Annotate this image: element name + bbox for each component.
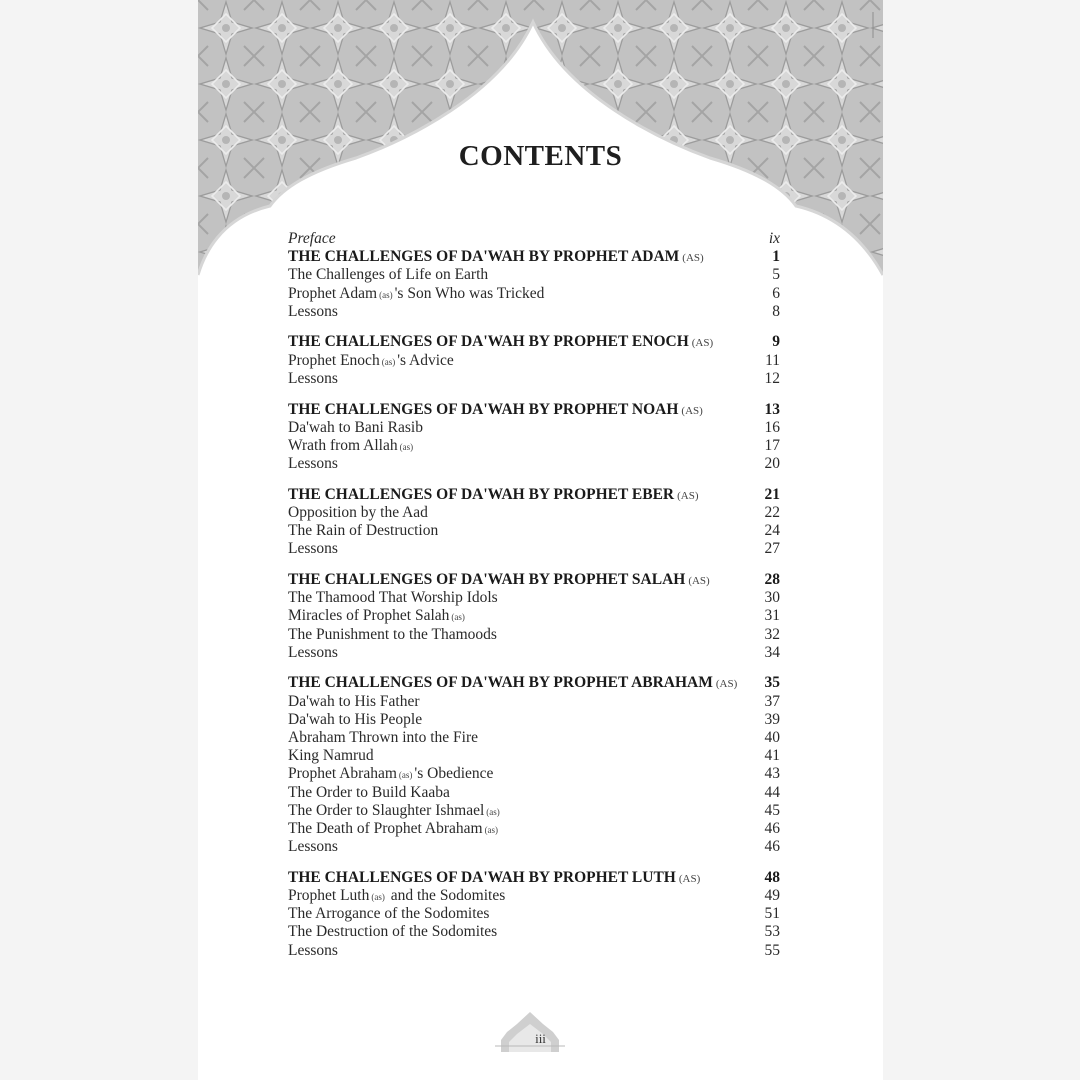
toc-entry-text: Lessons bbox=[288, 838, 338, 856]
toc-entry-text: THE CHALLENGES OF DA'WAH BY PROPHET NOAH bbox=[288, 400, 679, 418]
toc-entry-text: THE CHALLENGES OF DA'WAH BY PROPHET ADAM bbox=[288, 248, 680, 266]
toc-entry-text: King Namrud bbox=[288, 747, 374, 765]
book-page bbox=[198, 0, 883, 1080]
toc-entry-title bbox=[288, 820, 500, 839]
toc-page-number: 30 bbox=[764, 589, 780, 607]
toc-entry[interactable] bbox=[288, 370, 780, 388]
section-spacer bbox=[288, 559, 780, 572]
toc-entry[interactable] bbox=[288, 437, 780, 455]
honorific-calligraphy-mark: (AS) bbox=[715, 678, 738, 691]
toc-entry-title bbox=[288, 607, 467, 626]
toc-page-number: 9 bbox=[772, 333, 780, 351]
toc-chapter-heading[interactable] bbox=[288, 333, 780, 351]
toc-chapter-heading[interactable] bbox=[288, 571, 780, 589]
toc-page-number: 27 bbox=[764, 540, 780, 558]
toc-entry-title bbox=[288, 437, 415, 456]
toc-entry[interactable] bbox=[288, 285, 780, 303]
toc-page-number: 32 bbox=[764, 625, 780, 643]
toc-entry-title bbox=[288, 711, 422, 729]
toc-entry-title bbox=[288, 905, 489, 923]
section-spacer bbox=[288, 388, 780, 401]
toc-chapter-heading[interactable] bbox=[288, 486, 780, 504]
toc-chapter-heading[interactable] bbox=[288, 248, 780, 266]
toc-entry-title bbox=[288, 370, 338, 388]
toc-entry[interactable] bbox=[288, 784, 780, 802]
toc-entry-title bbox=[288, 644, 338, 662]
toc-page-number: 13 bbox=[764, 400, 780, 418]
honorific-calligraphy-mark: (AS) bbox=[688, 575, 710, 587]
table-of-contents bbox=[288, 230, 780, 960]
toc-entry[interactable] bbox=[288, 589, 780, 607]
toc-page-number: 8 bbox=[772, 302, 780, 320]
toc-entry-text: The Challenges of Life on Earth bbox=[288, 266, 489, 284]
toc-entry-text: Lessons bbox=[288, 455, 338, 473]
toc-entry-title-part: 's Obedience bbox=[414, 765, 494, 783]
honorific-calligraphy-mark: (as) bbox=[379, 289, 393, 300]
toc-entry-text: Opposition by the Aad bbox=[288, 503, 428, 521]
section-spacer bbox=[288, 662, 780, 675]
toc-entry-title-part: 's Son Who was Tricked bbox=[394, 284, 545, 302]
honorific-calligraphy-mark: (as) bbox=[371, 892, 385, 902]
toc-entry[interactable] bbox=[288, 504, 780, 522]
toc-entry-title-part: Prophet Luth bbox=[288, 887, 370, 904]
toc-entry-title bbox=[288, 486, 699, 505]
toc-entry-title bbox=[288, 693, 420, 711]
toc-page-number: 5 bbox=[772, 266, 780, 284]
toc-entry[interactable] bbox=[288, 820, 780, 838]
toc-page-number: ix bbox=[768, 230, 780, 247]
toc-entry-title bbox=[288, 942, 338, 960]
toc-entry-text: The Arrogance of the Sodomites bbox=[288, 905, 490, 923]
toc-entry[interactable] bbox=[288, 644, 780, 662]
honorific-calligraphy-mark: (as) bbox=[484, 824, 499, 835]
toc-entry-text: THE CHALLENGES OF DA'WAH BY PROPHET ABRAHAM bbox=[288, 674, 713, 692]
toc-entry[interactable] bbox=[288, 887, 780, 905]
toc-page-number: 31 bbox=[764, 607, 780, 625]
toc-entry-title bbox=[288, 869, 700, 888]
toc-entry-title bbox=[288, 352, 454, 371]
toc-entry-title bbox=[288, 747, 374, 765]
honorific-calligraphy-mark: (AS) bbox=[681, 404, 703, 417]
toc-page-number: 40 bbox=[764, 729, 780, 746]
toc-entry-title bbox=[288, 589, 498, 607]
toc-entry-text: THE CHALLENGES OF DA'WAH BY PROPHET EBER bbox=[288, 485, 675, 503]
toc-entry-title bbox=[288, 303, 338, 321]
toc-entry[interactable] bbox=[288, 303, 780, 321]
toc-page-number: 55 bbox=[764, 941, 780, 959]
toc-page-number: 34 bbox=[764, 643, 780, 661]
toc-chapter-heading[interactable] bbox=[288, 674, 780, 692]
toc-entry[interactable] bbox=[288, 626, 780, 644]
toc-entry[interactable] bbox=[288, 266, 780, 284]
toc-page-number: 45 bbox=[764, 801, 780, 819]
toc-entry[interactable] bbox=[288, 923, 780, 941]
toc-entry-title bbox=[288, 230, 336, 248]
toc-page-number: 49 bbox=[764, 887, 780, 904]
toc-page-number: 12 bbox=[764, 369, 780, 387]
toc-chapter-heading[interactable] bbox=[288, 869, 780, 887]
toc-entry-title bbox=[288, 401, 703, 420]
toc-page-number: 35 bbox=[764, 674, 780, 692]
toc-entry-title-part: 's Advice bbox=[397, 351, 454, 369]
toc-entry[interactable] bbox=[288, 711, 780, 729]
toc-entry[interactable] bbox=[288, 455, 780, 473]
toc-entry-text: The Rain of Destruction bbox=[288, 522, 439, 540]
toc-entry[interactable] bbox=[288, 522, 780, 540]
toc-entry-text: Lessons bbox=[288, 302, 338, 320]
toc-entry-text: The Destruction of the Sodomites bbox=[288, 923, 498, 941]
toc-entry-text: THE CHALLENGES OF DA'WAH BY PROPHET LUTH bbox=[288, 868, 676, 886]
toc-entry[interactable] bbox=[288, 765, 780, 783]
toc-page-number: 43 bbox=[764, 765, 780, 783]
toc-chapter-heading[interactable] bbox=[288, 401, 780, 419]
honorific-calligraphy-mark: (AS) bbox=[682, 252, 704, 265]
honorific-calligraphy-mark: (as) bbox=[381, 356, 396, 367]
toc-page-number: 6 bbox=[772, 284, 780, 302]
toc-entry-title bbox=[288, 674, 737, 693]
toc-entry-title-part: The Order to Slaughter Ishmael bbox=[288, 801, 485, 819]
toc-entry[interactable] bbox=[288, 747, 780, 765]
toc-page-number: 28 bbox=[764, 571, 780, 588]
toc-entry[interactable] bbox=[288, 607, 780, 625]
toc-entry-title-part: Prophet Adam bbox=[288, 284, 378, 302]
toc-page-number: 24 bbox=[764, 522, 780, 540]
toc-entry-text: THE CHALLENGES OF DA'WAH BY PROPHET SALAH bbox=[288, 571, 686, 588]
toc-entry-text: Lessons bbox=[288, 540, 338, 558]
toc-page-number: 53 bbox=[764, 923, 780, 941]
toc-entry-text: Abraham Thrown into the Fire bbox=[288, 729, 478, 746]
toc-entry-title bbox=[288, 333, 713, 352]
page-title: CONTENTS bbox=[458, 140, 623, 172]
toc-entry-title bbox=[288, 248, 704, 267]
toc-entry[interactable] bbox=[288, 230, 780, 248]
toc-entry[interactable] bbox=[288, 729, 780, 747]
toc-entry-text: The Order to Build Kaaba bbox=[288, 783, 450, 801]
toc-entry-title bbox=[288, 626, 497, 644]
toc-entry-title bbox=[288, 285, 544, 304]
toc-entry-text: The Punishment to the Thamoods bbox=[288, 625, 497, 643]
toc-entry[interactable] bbox=[288, 540, 780, 558]
toc-entry-title bbox=[288, 784, 450, 802]
toc-entry-title-part: Miracles of Prophet Salah bbox=[288, 607, 450, 625]
section-spacer bbox=[288, 473, 780, 486]
toc-page-number: 11 bbox=[765, 351, 780, 369]
toc-entry-text: THE CHALLENGES OF DA'WAH BY PROPHET ENOCH bbox=[288, 333, 689, 351]
toc-page-number: 1 bbox=[772, 248, 780, 266]
toc-entry-title bbox=[288, 571, 710, 590]
toc-entry-title bbox=[288, 838, 338, 856]
toc-entry-text: Lessons bbox=[288, 643, 338, 661]
toc-entry-title-part: Wrath from Allah bbox=[288, 436, 398, 454]
toc-entry[interactable] bbox=[288, 352, 780, 370]
section-spacer bbox=[288, 321, 780, 334]
toc-entry-title bbox=[288, 923, 497, 941]
toc-page-number: 51 bbox=[764, 905, 780, 923]
toc-entry[interactable] bbox=[288, 942, 780, 960]
toc-page-number: 44 bbox=[764, 783, 780, 801]
toc-entry-text: Da'wah to His Father bbox=[288, 692, 420, 710]
toc-entry-title bbox=[288, 455, 338, 473]
toc-entry-text: Lessons bbox=[288, 369, 338, 387]
toc-entry-text: Da'wah to His People bbox=[288, 710, 423, 728]
toc-entry-title bbox=[288, 887, 505, 906]
toc-entry-title-part: The Death of Prophet Abraham bbox=[288, 819, 483, 837]
toc-entry-title bbox=[288, 729, 478, 747]
section-spacer bbox=[288, 856, 780, 869]
toc-entry[interactable] bbox=[288, 693, 780, 711]
toc-page-number: 39 bbox=[764, 710, 780, 728]
honorific-calligraphy-mark: (AS) bbox=[678, 872, 701, 885]
toc-page-number: 22 bbox=[764, 503, 780, 521]
toc-entry-title bbox=[288, 419, 423, 437]
toc-entry[interactable] bbox=[288, 802, 780, 820]
toc-entry-title bbox=[288, 522, 438, 540]
toc-page-number: 46 bbox=[764, 838, 780, 856]
toc-page-number: 46 bbox=[764, 819, 780, 837]
toc-page-number: 41 bbox=[764, 747, 780, 765]
honorific-calligraphy-mark: (AS) bbox=[691, 337, 714, 350]
toc-page-number: 20 bbox=[764, 455, 780, 473]
toc-entry-title bbox=[288, 765, 493, 784]
toc-entry-text: Lessons bbox=[288, 941, 338, 959]
toc-entry-title bbox=[288, 540, 338, 558]
toc-entry-title bbox=[288, 504, 428, 522]
page-number: iii bbox=[535, 1031, 546, 1046]
honorific-calligraphy-mark: (as) bbox=[398, 770, 413, 781]
toc-entry-text: Da'wah to Bani Rasib bbox=[288, 418, 423, 436]
toc-page-number: 48 bbox=[764, 868, 780, 886]
honorific-calligraphy-mark: (as) bbox=[451, 612, 465, 623]
honorific-calligraphy-mark: (as) bbox=[399, 441, 414, 452]
toc-page-number: 16 bbox=[764, 418, 780, 436]
honorific-calligraphy-mark: (AS) bbox=[677, 489, 699, 502]
toc-entry-title-part: Prophet Abraham bbox=[288, 765, 397, 783]
toc-entry-title bbox=[288, 266, 488, 284]
toc-entry-title-part: and the Sodomites bbox=[386, 887, 506, 904]
toc-entry-text: The Thamood That Worship Idols bbox=[288, 589, 498, 607]
toc-entry-text: Preface bbox=[288, 230, 336, 247]
toc-page-number: 37 bbox=[764, 692, 780, 710]
toc-entry[interactable] bbox=[288, 838, 780, 856]
toc-page-number: 17 bbox=[764, 436, 780, 454]
honorific-calligraphy-mark: (as) bbox=[486, 806, 500, 817]
toc-entry-title-part: Prophet Enoch bbox=[288, 351, 380, 369]
toc-page-number: 21 bbox=[764, 485, 780, 503]
toc-entry[interactable] bbox=[288, 905, 780, 923]
toc-entry-title bbox=[288, 802, 502, 821]
toc-entry[interactable] bbox=[288, 419, 780, 437]
